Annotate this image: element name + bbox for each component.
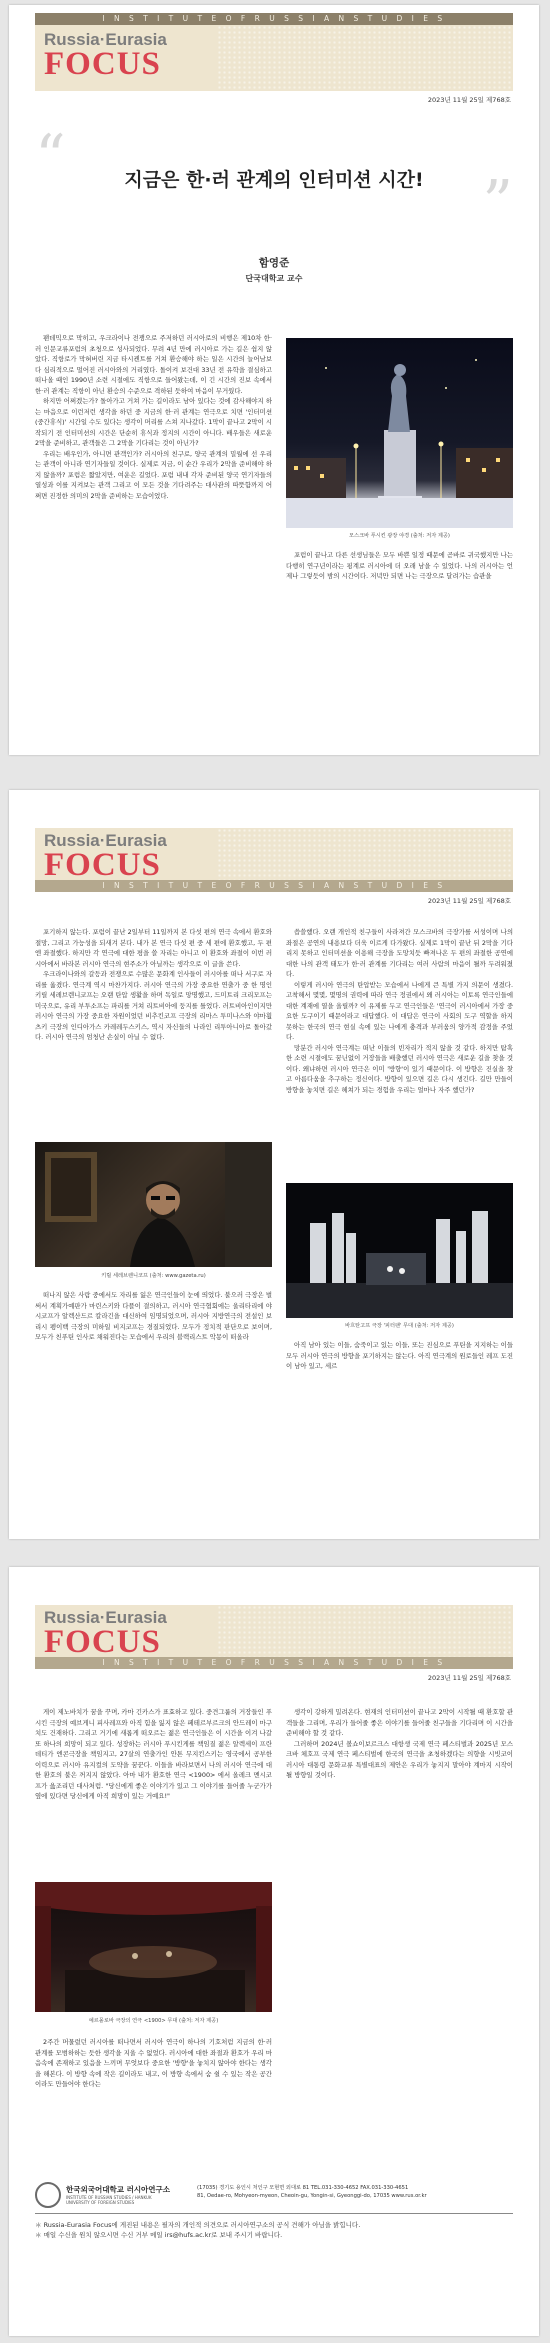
footer-notes [35,2220,360,2240]
page3-right-column [286,1707,513,1847]
kirill-serebrennikov-photo [35,1142,272,1267]
theatre-illustration [35,1882,272,2012]
page1-right-column [286,550,513,623]
open-quote-icon: “ [35,122,66,192]
page1-left-column [35,333,272,623]
paragraph: 이렇게 러시아 연극의 탄압받는 모습에서 나에게 큰 특별 가지 의문이 생겼다. 고착해서 몇몇, 몇명의 권력에 따라 연극 정권에서 왜 러시아는 이토록 연극인들에 대한 계재에 열을 올릴까? 이 유제를 두고 연극인들은 '연극이 러시아에서 가장 중요한 도구이기 때문이라고 대답했다. 이 대답은 연극이 사회의 도구 역할을 하지 못하는 한국의 연극 현실 속에 있는 나에게 충격과 부러움의 양가적 감정을 주었다. [286,980,513,1041]
page3-left-column [35,1707,272,1877]
brand-subtitle: Russia·Eurasia [44,30,167,49]
stage-illustration [286,1183,513,1318]
paragraph: 포기하지 않는다. 포럼이 끝난 2일부터 11일까지 본 다섯 편의 연극 속에서 환호와 절망, 그리고 가능성을 되새겨 본다. 내가 본 연극 다섯 편 중 세 편에 환호했고, 두 편엔 좌절했다. 하지만 각 연극에 대한 평을 쓸 자리는 아니고 이 환호와 좌절이 이번 러시아에서 바라본 러시아 연극의 현주소가 아닐까는 생각으로 이 글을 쓴다. [35,928,272,968]
issue-date: 2023년 11월 25일 제768호 [427,96,511,104]
brand-subtitle: Russia·Eurasia [44,831,167,850]
paragraph: 씁쓸했다. 오랜 개인적 친구들이 사라져간 모스크바의 극장가를 서성이며 나의 좌절은 공연의 내용보다 더욱 이르게 다가왔다. 실제로 1막이 끝난 뒤 2막을 기다리지 못하고 인터미션을 이용해 극장을 도망치듯 빠져나온 두 편의 좌절한 공연에 대한 나의 관객 태도가 한·러 관계를 기다리는 여러 사람의 마음이 될까 두려워졌다. [286,928,513,978]
world-map-dots-graphic [217,828,513,880]
masthead-brand-area [35,828,513,883]
institute-banner: I N S T I T U T E O F R U S S I A N S T U D I E S [35,1657,513,1669]
author-name: 함영준 [258,257,290,269]
footer-divider [35,2213,513,2214]
photo-caption: 바흐탄고프 극장 '피터팬' 무대 (출처: 저자 제공) [345,1323,454,1329]
footer-disclaimer: ＊ Russia-Eurasia Focus에 게진된 내용은 필자의 개인적 의견으로 러시아연구소의 공식 견해가 아님을 밝힙니다. [35,2221,361,2229]
issue-date: 2023년 11월 25일 제768호 [427,1674,511,1682]
page2-left-column-continued [35,1290,272,1395]
brand-title: FOCUS [44,847,161,883]
portrait-illustration [35,1142,272,1267]
footer-address-english: 81, Oedae-ro, Mohyeon-myeon, Cheoin-gu, Yongin-si, Gyeonggi-do, 17035 www.rus.or.kr [197,2193,427,2199]
paragraph: 우크라이나와의 갈등과 전쟁으로 수많은 문화계 인사들이 러시아를 떠나 서구로 자리를 옮겼다. 연극계 역시 마찬가지다. 러시아 연극의 가장 중요한 연출가 중 한 명인 키릴 세레브렌니코프는 오랜 탄압 생활을 하며 독일로 망명했고, 드미트리 크리모프는 미국으로, 유리 부투소프는 파리를 거쳐 리트비아에 둥지를 틀었다. 러트비아인이지만 러시아 연극의 가장 중요한 자원이었던 비추킨코프 극장의 리마스 투미나스와 야마훨츠키 극장의 인디아가스 카레레두스키스, 역시 자신들의 나라인 리투아니아로 돌아갔다. 러시아 연극의 엄청난 손실이 아닐 수 없다. [35,970,272,1041]
footer-organization-english: INSTITUTE OF RUSSIAN STUDIES / HANKUK UNIVERSITY OF FOREIGN STUDIES [66,2195,152,2205]
masthead-brand-area [35,1605,513,1660]
statue-illustration [286,338,513,528]
institute-banner: I N S T I T U T E O F R U S S I A N S T U D I E S [35,880,513,892]
page3-left-column-continued [35,2037,272,2167]
footer-address [197,2184,497,2200]
play-1900-stage-photo [35,1882,272,2012]
footer-organization: 한국외국어대학교 러시아연구소 [66,2185,171,2194]
paragraph: 팬데믹으로 막히고, 우크라이나 전쟁으로 주저하던 러시아로의 비행은 제10차 한·러 인문교류포럼의 초청으로 성사되었다. 무려 4년 만에 러시아로 가는 길은 쉽지 않았다. 직항로가 막혀버린 지금 타시켄트를 거쳐 환승해야 하는 일은 시간의 늘어남보다 심리적으로 멀어진 러시아와의 거리였다. 돌이켜 보건대 33년 전 유학을 결심하고 떠나올 때인 1990년 소련 시절에도 직항으로 들어왔는데, 이 긴 시간의 진보 속에서 한·러 관계는 직항이 아닌 환승의 수준으로 격하된 듯하여 마음이 무거웠다. [35,334,272,395]
world-map-dots-graphic [217,25,513,91]
paragraph: 떠나지 않은 사람 중에서도 자리를 잃은 연극인들이 눈에 띄었다. 불으러 극장은 벌써서 계획가예판가 마린스키와 다플이 결의하고, 러시아 연극협회에는 울리타리에 야시코프가 알렉산드르 칼라긴을 대신하여 임명되었으며, 러시아 지방연극의 전설인 보리시 펭이백 극장의 미하일 비지코프는 경질되었다. 모두가 정치적 판단으로 보이며, 모두가 친푸틴 인사로 채워진다는 모습에서 우리의 블랙리스트 악몽이 떠올라 [35,1291,272,1341]
brand-logo [44,31,167,81]
brand-title: FOCUS [44,1624,161,1660]
paragraph: 포럼이 끝나고 다른 선생님들은 모두 바쁜 일정 때문에 곧바로 귀국했지만 나는 다행히 연구년이라는 핑계로 러시아에 더 오래 남을 수 있었다. 나의 러시아는 언제나 그렇듯이 밤의 시간이다. 저녁만 되면 나는 극장으로 달려가는 습관을 [286,551,513,580]
paragraph: 생각이 강하게 밀려온다. 현재의 인터미션이 끝나고 2막이 시작될 때 환호할 관객들을 그리며, 우리가 들어줄 좋은 이야기를 들어줄 친구들을 기다리며 이 시간을 준비해야 할 것 같다. [286,1708,513,1737]
paragraph: 망분간 러시아 연극계는 떠난 이들의 빈자리가 적지 않을 것 같다. 하지만 탐혹한 소련 시절에도 꿈닌없이 거장들을 배출했던 러시아 연극은 새로운 길을 찾을 것이다. 왜냐하면 러시아 연극은 이미 '방향'이 있기 때문이다. 이 방향은 진실을 찾고 아름다움을 추구하는 정신이다. 방향이 있으면 길은 다시 생긴다. 길만 만들이 방향을 놓치면 길은 헤쳐가 되는 경험을 우리는 얼마나 자주 했던가? [286,1043,513,1094]
page2-left-column [35,927,272,1137]
title-block [35,122,513,238]
masthead [35,1605,513,1682]
page2-right-column [286,927,513,1177]
brand-subtitle: Russia·Eurasia [44,1608,167,1627]
masthead [35,828,513,905]
paragraph: 그러하며 2024년 볼쇼이보르크스 대항생 국제 연극 페스티벌과 2025년 모스크바 체호프 국제 연극 페스티벌에 한국의 연극을 초청하겠다는 의향을 시빗코이 러시아 대통령 문화교류 특별대표의 제안은 우리가 놓지지 말아야 계마지 시작이 될 방향일 것이다. [286,1739,513,1779]
issue-date: 2023년 11월 25일 제768호 [427,897,511,905]
brand-logo [44,1609,167,1659]
page-3 [9,1567,539,2336]
world-map-dots-graphic [217,1605,513,1657]
paragraph: 하지만 어쩌겠는가? 돌아가고 거쳐 가는 길이라도 남아 있다는 것에 감사해야지 하는 마음으로 이런저런 생각을 하던 중 지금의 한·러 관계는 연극으로 치면 '인터미션(중간휴식)' 시간일 수도 있다는 생각이 머리를 스쳐 지나갔다. 1막이 끝나고 2막이 시작되기 전 인터미션의 시간은 단순히 휴식과 정지의 시간이 아니다. 배우들은 새로운 2막을 준비하고, 관객들은 그 2막을 기다리는 것이 아닌가? [35,397,272,447]
page2-right-column-continued [286,1340,513,1395]
institute-seal-icon [35,2182,61,2208]
brand-title: FOCUS [44,46,161,82]
page-1 [9,5,539,755]
paragraph: 아직 남아 있는 이들, 숨죽이고 있는 이들, 또는 진심으로 푸틴을 지지하는 이들 모두 러시아 연극의 방향을 포기하지는 않는다. 아직 연극계의 원로들인 레프 도진이 남아 있고, 세르 [286,1341,513,1370]
photo-caption: 예르몰로바 극장의 연극 <1900> 무대 (출처: 저자 제공) [88,2018,219,2024]
page-2 [9,790,539,1539]
paragraph: 게이 제노바치가 꿈을 꾸며, 카마 긴카스가 표효하고 있다. 중견그룹의 거장들인 푸시킨 극장의 예브게니 피사레프와 아직 힘을 잃지 않은 페테르부르크의 안드레이 마구치도 건재하다. 그리고 거기에 새롭게 떠오르는 젊은 연극인들은 이 시간을 이겨 나갈 또 하나의 희망이 되고 있다. 성장하는 러시아 푸시킨게를 책임질 젊은 알렉세이 프란데티가 엔콘극장을 책임지고, 27살의 연출가인 안톤 무지킨스키는 영국에서 공부한 이력으로 러시아 유지컬의 도약을 꿈꾼다. 이들을 바라보면서 나의 러시아 연극에 대한 환호의 불은 꺼지지 않았다. 아마 내가 환호한 연극 <1900> 에서 올레크 멘시코프가 읊조리던 대사처럼. "당신에게 좋은 이야기가 있고 그 이야기를 들어줄 누군가가 옆에 있다면 당신에게 아직 희망이 있는 거예요!" [35,1708,272,1800]
masthead-brand-area [35,25,513,91]
masthead [35,13,513,104]
pushkin-square-photo [286,338,513,528]
close-quote-icon: ” [482,168,513,238]
paragraph: 2주간 머물렀던 러시아를 떠나면서 러시아 연극이 하나의 기호처럼 지금의 한·러 관계를 모범하하는 듯한 생각을 지울 수 없었다. 러시아에 대한 좌절과 환호가 우리 마음속에 존재하고 있음을 느끼며 무엇보다 중요한 '방향'을 놓치지 않아야 한다는 생각을 해본다. 이 방향 속에 작은 길이라도 내고, 이 방향 속에서 숨 쉴 수 있는 작은 공간이라도 만들어야 한다는 [35,2038,272,2088]
footer-unsubscribe-note: ＊ 매일 수신을 원치 않으시면 수신 거부 메일 irs@hufs.ac.kr로 보내 주시기 바랍니다. [35,2231,283,2239]
author-affiliation: 단국대학교 교수 [245,274,303,283]
paragraph: 우리는 배우인가, 아니면 관객인가? 러시아의 친구로, 양국 관계의 밀월에 선 우리는 관객이 아니라 연기자들일 것이다. 실제로 지금, 이 순간 우리가 2막을 준비해야 하지 않을까? 포럼은 짧았지만, 여운은 길었다. 포럼 내내 각자 준비된 양국 연기자들의 열성과 이를 지켜보는 관객 그리고 이 모든 것을 기다려주는 대사관의 따뜻함까지 어쩌면 진정한 의미의 2막을 준비하는 모습이었다. [35,449,272,500]
brand-logo [44,832,167,882]
institute-banner: I N S T I T U T E O F R U S S I A N S T U D I E S [35,13,513,25]
photo-caption: 키릴 세레브렌니코프 (출처: www.gazeta.ru) [101,1273,206,1279]
peter-pan-stage-photo [286,1183,513,1318]
footer-address-korean: (17035) 경기도 용인시 처인구 모현면 외대로 81 TEL.031-330-4652 FAX.031-330-4651 [197,2185,409,2191]
photo-caption: 모스크바 푸시킨 광장 야경 (출처: 저자 제공) [349,533,450,539]
article-title: 지금은 한·러 관계의 인터미션 시간! [124,169,424,191]
